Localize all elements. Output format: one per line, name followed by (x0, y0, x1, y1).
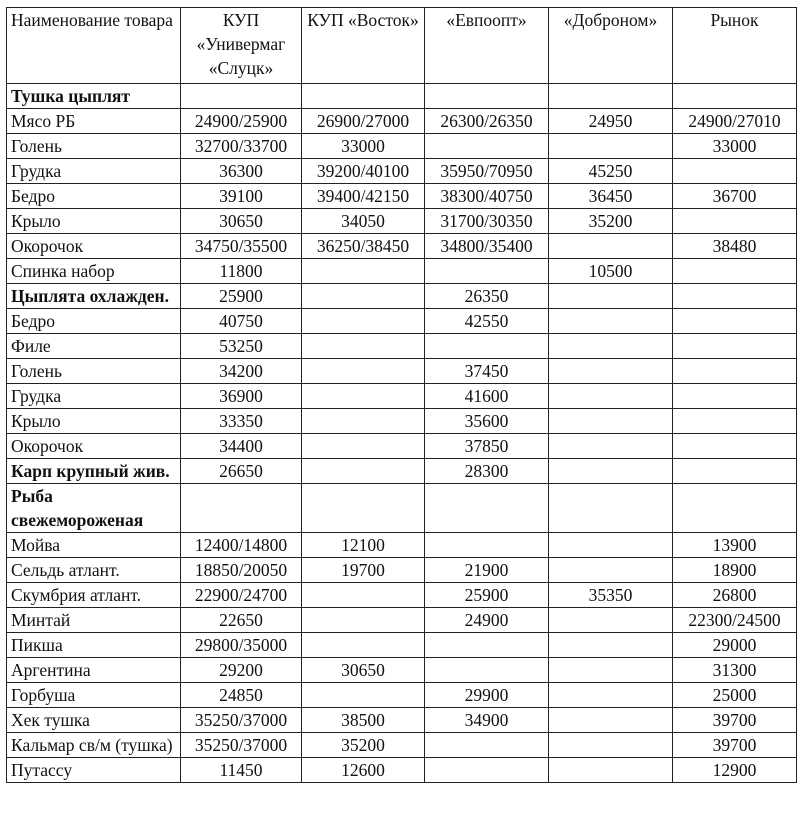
price-cell: 22900/24700 (181, 583, 302, 608)
price-cell: 31700/30350 (425, 209, 549, 234)
price-cell (673, 209, 797, 234)
table-row (7, 583, 797, 608)
price-cell: 33000 (673, 134, 797, 159)
table-row (7, 533, 797, 558)
price-cell: 10500 (549, 259, 673, 284)
table-body (7, 84, 797, 783)
price-cell: 36450 (549, 184, 673, 209)
price-cell: 24950 (549, 109, 673, 134)
price-cell: 24850 (181, 683, 302, 708)
product-name-cell: Бедро (7, 309, 181, 334)
price-cell (549, 234, 673, 259)
price-cell: 25900 (181, 284, 302, 309)
product-name-cell: Кальмар св/м (тушка) (7, 733, 181, 758)
price-cell (549, 359, 673, 384)
price-cell (549, 733, 673, 758)
price-cell: 21900 (425, 558, 549, 583)
price-cell (673, 159, 797, 184)
price-cell (302, 359, 425, 384)
price-cell (302, 409, 425, 434)
product-name-cell: Крыло (7, 209, 181, 234)
price-cell: 31300 (673, 658, 797, 683)
price-cell: 24900/25900 (181, 109, 302, 134)
price-cell (302, 84, 425, 109)
price-cell (425, 259, 549, 284)
price-cell: 36700 (673, 184, 797, 209)
price-cell (673, 84, 797, 109)
product-name-cell: Крыло (7, 409, 181, 434)
table-row (7, 109, 797, 134)
price-cell (549, 459, 673, 484)
table-row (7, 434, 797, 459)
price-cell: 35250/37000 (181, 733, 302, 758)
price-cell: 34400 (181, 434, 302, 459)
table-row (7, 134, 797, 159)
product-name-cell: Цыплята охлажден. (7, 284, 181, 309)
price-cell (302, 334, 425, 359)
price-cell: 37850 (425, 434, 549, 459)
table-row (7, 184, 797, 209)
product-name-cell: Хек тушка (7, 708, 181, 733)
price-cell: 38480 (673, 234, 797, 259)
price-cell: 38300/40750 (425, 184, 549, 209)
price-cell (549, 484, 673, 533)
price-cell: 36300 (181, 159, 302, 184)
price-cell (425, 533, 549, 558)
header-univermag-slutsk: КУП «Универмаг «Слуцк» (181, 8, 302, 84)
price-cell (549, 533, 673, 558)
price-cell (302, 484, 425, 533)
price-cell: 22300/24500 (673, 608, 797, 633)
product-name-cell: Филе (7, 334, 181, 359)
price-cell: 28300 (425, 459, 549, 484)
price-cell (549, 284, 673, 309)
price-cell (425, 334, 549, 359)
header-row (7, 8, 797, 84)
price-cell: 18900 (673, 558, 797, 583)
price-cell (425, 134, 549, 159)
price-cell (549, 708, 673, 733)
product-name-cell: Карп крупный жив. (7, 459, 181, 484)
price-cell: 30650 (181, 209, 302, 234)
price-cell: 12600 (302, 758, 425, 783)
price-cell (425, 658, 549, 683)
table-row (7, 234, 797, 259)
price-cell (673, 259, 797, 284)
price-cell: 38500 (302, 708, 425, 733)
product-name-cell: Аргентина (7, 658, 181, 683)
price-cell: 36900 (181, 384, 302, 409)
product-name-cell: Грудка (7, 384, 181, 409)
price-cell (302, 384, 425, 409)
price-cell (425, 484, 549, 533)
header-evroopt: «Евпоопт» (425, 8, 549, 84)
product-name-cell: Голень (7, 359, 181, 384)
price-cell: 37450 (425, 359, 549, 384)
price-cell: 33350 (181, 409, 302, 434)
product-name-cell: Путассу (7, 758, 181, 783)
price-cell: 25900 (425, 583, 549, 608)
price-cell (302, 583, 425, 608)
section-row (7, 484, 797, 533)
table-row (7, 658, 797, 683)
price-cell: 29900 (425, 683, 549, 708)
price-cell: 35250/37000 (181, 708, 302, 733)
table-row (7, 733, 797, 758)
price-cell: 35600 (425, 409, 549, 434)
header-dobronom: «Доброном» (549, 8, 673, 84)
price-cell: 34200 (181, 359, 302, 384)
price-cell (673, 284, 797, 309)
price-cell (549, 683, 673, 708)
price-cell (302, 683, 425, 708)
price-cell: 30650 (302, 658, 425, 683)
product-name-cell: Горбуша (7, 683, 181, 708)
header-product-name: Наименование товара (7, 8, 181, 84)
table-row (7, 334, 797, 359)
table-row (7, 608, 797, 633)
table-row (7, 159, 797, 184)
price-cell (673, 384, 797, 409)
price-cell (425, 733, 549, 758)
product-name-cell: Окорочок (7, 234, 181, 259)
price-cell (181, 84, 302, 109)
price-cell (302, 309, 425, 334)
price-cell: 12400/14800 (181, 533, 302, 558)
price-cell (302, 259, 425, 284)
price-cell: 32700/33700 (181, 134, 302, 159)
price-cell: 26800 (673, 583, 797, 608)
table-row (7, 384, 797, 409)
price-cell: 36250/38450 (302, 234, 425, 259)
price-cell: 34750/35500 (181, 234, 302, 259)
product-name-cell: Минтай (7, 608, 181, 633)
price-cell: 26350 (425, 284, 549, 309)
table-row (7, 633, 797, 658)
price-cell (673, 334, 797, 359)
table-row (7, 558, 797, 583)
price-cell (549, 608, 673, 633)
price-cell: 26900/27000 (302, 109, 425, 134)
section-row (7, 84, 797, 109)
price-cell: 29800/35000 (181, 633, 302, 658)
price-cell (549, 134, 673, 159)
price-cell: 53250 (181, 334, 302, 359)
price-cell: 11800 (181, 259, 302, 284)
table-row (7, 708, 797, 733)
price-cell (549, 758, 673, 783)
price-cell: 12100 (302, 533, 425, 558)
product-name-cell: Мясо РБ (7, 109, 181, 134)
price-cell (673, 359, 797, 384)
product-name-cell: Скумбрия атлант. (7, 583, 181, 608)
product-name-cell: Бедро (7, 184, 181, 209)
product-name-cell: Пикша (7, 633, 181, 658)
price-cell (549, 434, 673, 459)
price-cell: 39700 (673, 733, 797, 758)
price-cell: 26300/26350 (425, 109, 549, 134)
price-cell: 34800/35400 (425, 234, 549, 259)
table-row (7, 359, 797, 384)
product-name-cell: Рыба свежемороженая (7, 484, 181, 533)
price-cell: 35200 (549, 209, 673, 234)
price-cell: 41600 (425, 384, 549, 409)
price-cell: 26650 (181, 459, 302, 484)
price-cell (181, 484, 302, 533)
price-cell: 25000 (673, 683, 797, 708)
price-cell: 13900 (673, 533, 797, 558)
price-cell: 29200 (181, 658, 302, 683)
product-name-cell: Окорочок (7, 434, 181, 459)
price-cell (425, 758, 549, 783)
product-name-cell: Сельдь атлант. (7, 558, 181, 583)
header-vostok: КУП «Восток» (302, 8, 425, 84)
price-cell: 40750 (181, 309, 302, 334)
price-cell (549, 84, 673, 109)
price-cell: 39400/42150 (302, 184, 425, 209)
section-row (7, 459, 797, 484)
price-cell: 24900/27010 (673, 109, 797, 134)
table-row (7, 758, 797, 783)
price-cell: 12900 (673, 758, 797, 783)
price-cell (549, 409, 673, 434)
price-cell (425, 84, 549, 109)
product-name-cell: Голень (7, 134, 181, 159)
product-name-cell: Мойва (7, 533, 181, 558)
price-cell (549, 558, 673, 583)
price-cell: 22650 (181, 608, 302, 633)
price-cell (673, 459, 797, 484)
price-cell (673, 434, 797, 459)
price-cell: 35200 (302, 733, 425, 758)
section-row (7, 284, 797, 309)
price-cell: 33000 (302, 134, 425, 159)
price-cell: 39700 (673, 708, 797, 733)
table-row (7, 409, 797, 434)
table-row (7, 683, 797, 708)
table-row (7, 309, 797, 334)
price-cell: 34900 (425, 708, 549, 733)
price-cell (302, 434, 425, 459)
price-cell: 18850/20050 (181, 558, 302, 583)
price-cell: 35950/70950 (425, 159, 549, 184)
product-name-cell: Спинка набор (7, 259, 181, 284)
table-row (7, 259, 797, 284)
price-cell: 35350 (549, 583, 673, 608)
price-cell (302, 284, 425, 309)
price-cell (673, 484, 797, 533)
price-cell: 39200/40100 (302, 159, 425, 184)
price-cell (549, 334, 673, 359)
price-cell (549, 633, 673, 658)
price-cell (673, 409, 797, 434)
price-cell (302, 459, 425, 484)
price-cell: 29000 (673, 633, 797, 658)
product-name-cell: Грудка (7, 159, 181, 184)
price-cell (549, 658, 673, 683)
price-comparison-table (6, 7, 797, 783)
price-cell: 45250 (549, 159, 673, 184)
header-market: Рынок (673, 8, 797, 84)
price-cell (673, 309, 797, 334)
price-cell: 39100 (181, 184, 302, 209)
price-cell (302, 633, 425, 658)
price-cell: 24900 (425, 608, 549, 633)
price-cell: 11450 (181, 758, 302, 783)
product-name-cell: Тушка цыплят (7, 84, 181, 109)
price-cell: 34050 (302, 209, 425, 234)
price-cell: 19700 (302, 558, 425, 583)
price-cell (302, 608, 425, 633)
table-row (7, 209, 797, 234)
price-cell: 42550 (425, 309, 549, 334)
price-cell (549, 384, 673, 409)
price-cell (549, 309, 673, 334)
price-cell (425, 633, 549, 658)
